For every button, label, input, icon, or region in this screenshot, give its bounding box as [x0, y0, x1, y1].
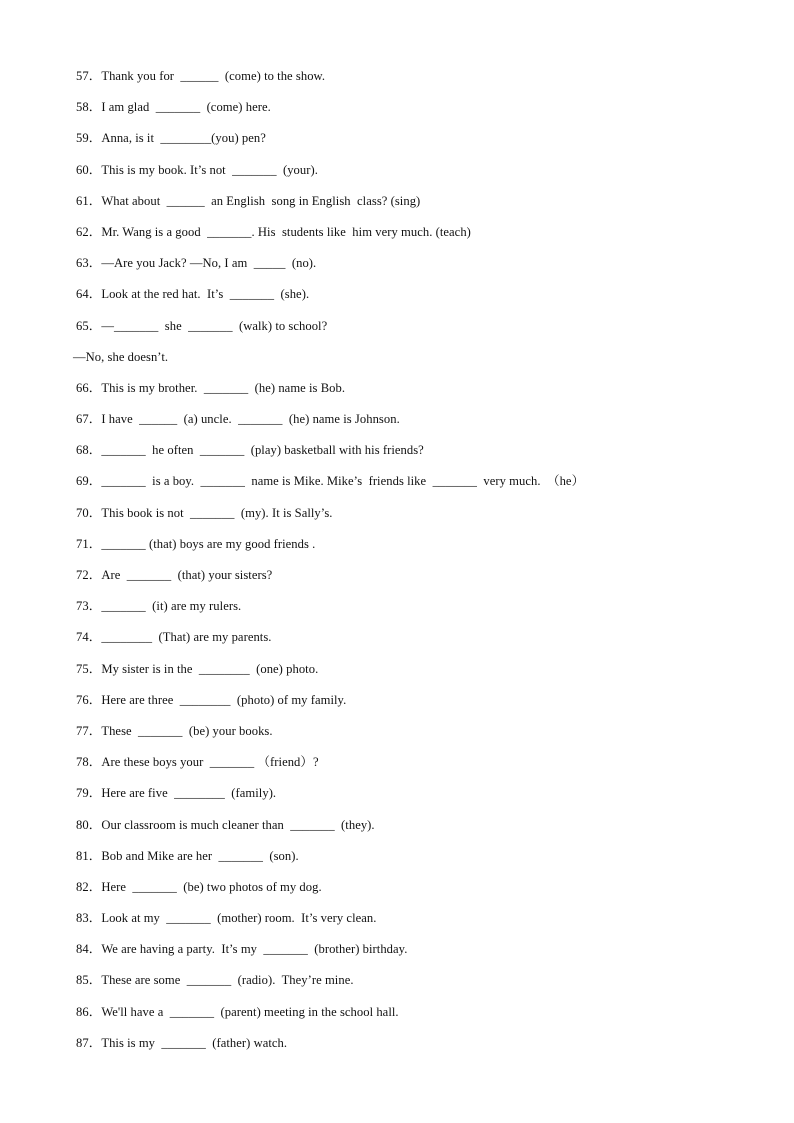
question-71: 71．_______ (that) boys are my good friends .	[76, 536, 316, 551]
question-72: 72．Are _______ (that) your sisters?	[76, 568, 273, 582]
question-80: 80．Our classroom is much cleaner than _______ (they).	[76, 817, 375, 832]
question-75: 75．My sister is in the ________ (one) photo.	[76, 661, 319, 676]
question-65-answer-line: —No, she doesn’t.	[73, 349, 169, 364]
question-86: 86．We'll have a _______ (parent) meeting in the school hall.	[76, 1004, 399, 1019]
question-81: 81．Bob and Mike are her _______ (son).	[76, 848, 299, 863]
question-63: 63．—Are you Jack? —No, I am _____ (no).	[76, 256, 317, 271]
question-68: 68．_______ he often _______ (play) basketball with his friends?	[76, 443, 424, 458]
question-77: 77．These _______ (be) your books.	[76, 723, 273, 738]
question-87: 87．This is my _______ (father) watch.	[76, 1035, 288, 1050]
question-74: 74．________ (That) are my parents.	[76, 630, 272, 645]
question-78: 78．Are these boys your _______ （friend）?	[76, 755, 319, 770]
question-62: 62．Mr. Wang is a good _______. His students like him very much. (teach)	[76, 224, 471, 239]
question-60: 60．This is my book. It’s not _______ (your).	[76, 162, 318, 177]
question-83: 83．Look at my _______ (mother) room. It’s very clean.	[76, 911, 377, 926]
question-70: 70．This book is not _______ (my). It is Sally’s.	[76, 505, 333, 520]
question-79: 79．Here are five ________ (family).	[76, 786, 277, 801]
question-59: 59．Anna, is it ________(you) pen?	[76, 131, 266, 146]
question-66: 66．This is my brother. _______ (he) name is Bob.	[76, 380, 346, 395]
question-61: 61．What about ______ an English song in English class? (sing)	[76, 193, 421, 208]
question-67: 67．I have ______ (a) uncle. _______ (he) name is Johnson.	[76, 412, 400, 427]
question-65: 65．—_______ she _______ (walk) to school?	[76, 318, 328, 333]
question-82: 82．Here _______ (be) two photos of my dog.	[76, 879, 322, 894]
question-76: 76．Here are three ________ (photo) of my family.	[76, 692, 347, 707]
question-57: 57．Thank you for ______ (come) to the show.	[76, 69, 326, 83]
question-69: 69．_______ is a boy. _______ name is Mike. Mike’s friends like _______ very much. （he）	[76, 474, 585, 489]
question-list	[73, 63, 756, 1061]
question-85: 85．These are some _______ (radio). They’re mine.	[76, 973, 354, 988]
question-64: 64．Look at the red hat. It’s _______ (she).	[76, 287, 310, 302]
question-58: 58．I am glad _______ (come) here.	[76, 100, 271, 115]
question-84: 84．We are having a party. It’s my _______ (brother) birthday.	[76, 942, 408, 957]
question-73: 73．_______ (it) are my rulers.	[76, 599, 242, 614]
